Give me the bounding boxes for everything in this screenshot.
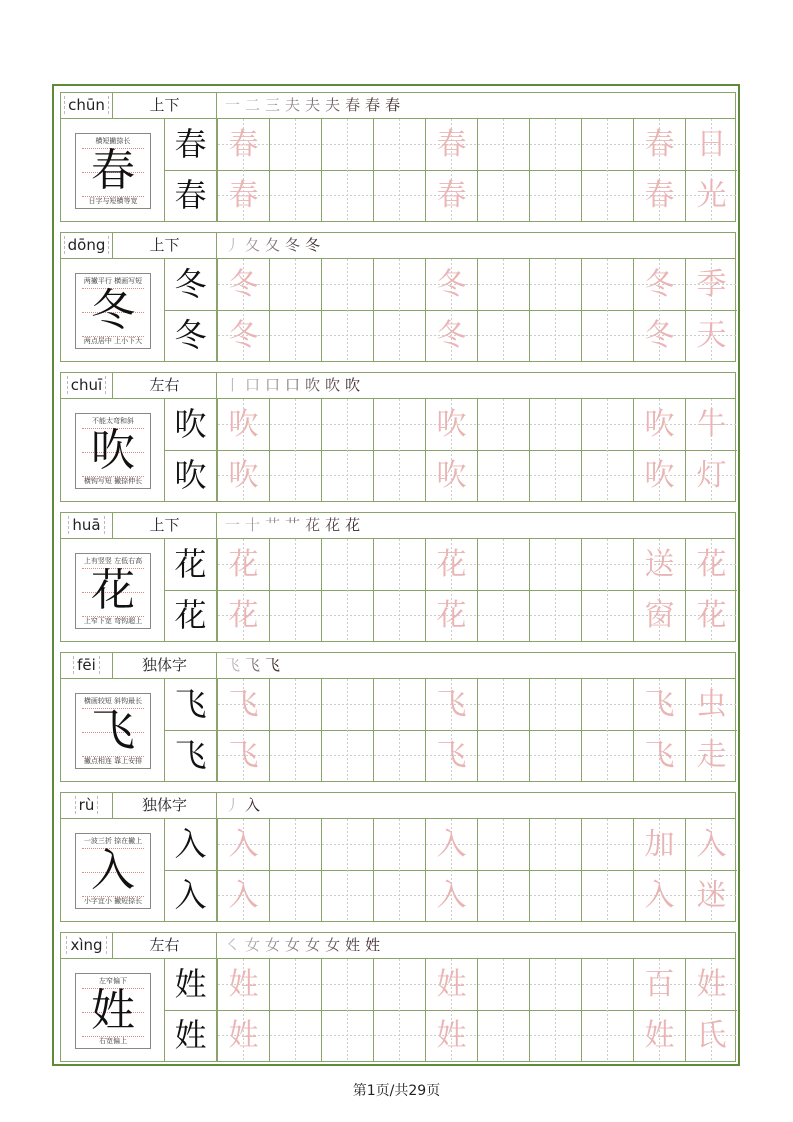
practice-row [217, 1010, 737, 1061]
practice-cell[interactable] [269, 1010, 321, 1061]
practice-cell[interactable] [477, 819, 529, 870]
stroke-step: 夂 [245, 236, 263, 254]
guide-tip-top: 两撇平行 横画写短 [83, 277, 143, 285]
practice-cell[interactable]: 送 [633, 539, 685, 590]
pinyin: chuī [61, 373, 113, 398]
stroke-step: 夫 [305, 96, 323, 114]
practice-cell[interactable] [269, 259, 321, 310]
practice-cell[interactable] [581, 310, 633, 361]
practice-row [217, 539, 737, 590]
pinyin: xìng [61, 933, 113, 958]
practice-cell[interactable]: 季 [685, 259, 737, 310]
model-character: 花 [165, 590, 217, 641]
practice-cell[interactable] [321, 450, 373, 501]
practice-cell[interactable]: 牛 [685, 399, 737, 450]
guide-box [75, 273, 151, 349]
practice-cell[interactable] [581, 399, 633, 450]
practice-row [217, 819, 737, 870]
pinyin: chūn [61, 93, 113, 118]
guide-box [75, 973, 151, 1049]
practice-row [217, 730, 737, 781]
practice-cell[interactable]: 入 [425, 870, 477, 921]
stroke-step: 丿 [225, 796, 243, 814]
model-character: 飞 [165, 679, 217, 730]
guide-box [75, 693, 151, 769]
practice-cell[interactable]: 入 [217, 819, 269, 870]
practice-cell[interactable]: 姓 [633, 1010, 685, 1061]
practice-cell[interactable] [373, 870, 425, 921]
practice-cell[interactable] [321, 310, 373, 361]
practice-cell[interactable] [581, 450, 633, 501]
model-character: 入 [165, 870, 217, 921]
guide-tip-top: 一波三折 捺在撇上 [83, 837, 143, 845]
stroke-step: 吹 [345, 376, 363, 394]
practice-cell[interactable]: 飞 [425, 730, 477, 781]
practice-cell[interactable]: 入 [685, 819, 737, 870]
model-character: 春 [165, 119, 217, 170]
practice-cell[interactable] [269, 539, 321, 590]
stroke-step: 口 [285, 376, 303, 394]
guide-tip-bottom: 日字与短横等宽 [88, 197, 138, 205]
practice-cell[interactable] [321, 590, 373, 641]
practice-cell[interactable]: 氏 [685, 1010, 737, 1061]
practice-cell[interactable] [373, 539, 425, 590]
practice-cell[interactable]: 百 [633, 959, 685, 1010]
guide-tip-bottom: 撇点相连 靠上安排 [83, 757, 143, 765]
block-header [61, 373, 735, 399]
practice-cell[interactable] [477, 170, 529, 221]
practice-cell[interactable] [477, 450, 529, 501]
stroke-step: 春 [385, 96, 403, 114]
character-block [60, 372, 736, 502]
practice-cell[interactable]: 加 [633, 819, 685, 870]
practice-cell[interactable] [581, 170, 633, 221]
guide-tip-bottom: 右宽偏上 [99, 1037, 127, 1045]
practice-cell[interactable] [373, 170, 425, 221]
character-block [60, 512, 736, 642]
practice-cell[interactable] [529, 310, 581, 361]
practice-cell[interactable] [529, 539, 581, 590]
character-block [60, 652, 736, 782]
practice-cell[interactable]: 走 [685, 730, 737, 781]
practice-cell[interactable]: 冬 [633, 259, 685, 310]
practice-cell[interactable] [581, 679, 633, 730]
practice-cell[interactable] [529, 679, 581, 730]
stroke-order [225, 793, 265, 818]
guide-character: 花 [91, 565, 135, 616]
guide-character: 飞 [91, 705, 135, 756]
practice-cell[interactable] [477, 259, 529, 310]
character-block [60, 932, 736, 1062]
practice-cell[interactable] [529, 259, 581, 310]
practice-cell[interactable]: 春 [217, 170, 269, 221]
block-header [61, 653, 735, 679]
practice-cell[interactable]: 春 [425, 119, 477, 170]
block-header [61, 513, 735, 539]
practice-cell[interactable] [269, 730, 321, 781]
practice-cell[interactable]: 花 [217, 539, 269, 590]
practice-cell[interactable]: 姓 [217, 1010, 269, 1061]
character-block [60, 232, 736, 362]
practice-cell[interactable] [581, 259, 633, 310]
practice-cell[interactable] [269, 679, 321, 730]
practice-cell[interactable]: 灯 [685, 450, 737, 501]
stroke-step: 冬 [305, 236, 323, 254]
practice-cell[interactable]: 春 [425, 170, 477, 221]
stroke-order [225, 373, 365, 398]
practice-row [217, 119, 737, 170]
practice-cell[interactable]: 花 [425, 539, 477, 590]
character-block [60, 792, 736, 922]
pinyin: rù [61, 793, 113, 818]
stroke-step: 夫 [325, 96, 343, 114]
character-guide [61, 679, 165, 781]
stroke-step: 夫 [285, 96, 303, 114]
model-character: 吹 [165, 399, 217, 450]
practice-cell[interactable] [373, 399, 425, 450]
practice-cell[interactable]: 飞 [633, 730, 685, 781]
stroke-step: 一 [225, 96, 243, 114]
practice-cell[interactable] [321, 259, 373, 310]
practice-cell[interactable] [581, 590, 633, 641]
guide-character: 入 [91, 845, 135, 896]
model-character: 春 [165, 170, 217, 221]
practice-cell[interactable]: 入 [425, 819, 477, 870]
practice-cell[interactable] [581, 819, 633, 870]
practice-cell[interactable] [269, 819, 321, 870]
practice-cell[interactable]: 花 [425, 590, 477, 641]
practice-cell[interactable] [373, 959, 425, 1010]
stroke-order [225, 653, 285, 678]
practice-cell[interactable] [529, 819, 581, 870]
stroke-step: 春 [365, 96, 383, 114]
practice-cell[interactable] [269, 310, 321, 361]
practice-cell[interactable] [477, 870, 529, 921]
practice-cell[interactable]: 天 [685, 310, 737, 361]
practice-cell[interactable] [529, 870, 581, 921]
structure-label: 独体字 [113, 653, 217, 678]
practice-row [217, 450, 737, 501]
practice-cell[interactable] [269, 590, 321, 641]
guide-tip-top: 上有竖竖 左低右高 [83, 557, 143, 565]
guide-box [75, 133, 151, 209]
practice-cell[interactable]: 姓 [217, 959, 269, 1010]
practice-cell[interactable] [529, 170, 581, 221]
stroke-step: 花 [305, 516, 323, 534]
stroke-step: 艹 [265, 516, 283, 534]
stroke-step: 十 [245, 516, 263, 534]
practice-cell[interactable] [321, 679, 373, 730]
character-guide [61, 819, 165, 921]
practice-row [217, 170, 737, 221]
stroke-step: 丨 [225, 376, 243, 394]
model-character: 入 [165, 819, 217, 870]
practice-cell[interactable] [373, 819, 425, 870]
practice-cell[interactable]: 吹 [633, 450, 685, 501]
practice-row [217, 679, 737, 730]
practice-cell[interactable]: 飞 [217, 730, 269, 781]
practice-cell[interactable] [321, 819, 373, 870]
practice-cell[interactable] [321, 959, 373, 1010]
practice-cell[interactable]: 飞 [633, 679, 685, 730]
stroke-step: 飞 [245, 656, 263, 674]
practice-cell[interactable] [321, 539, 373, 590]
model-character: 花 [165, 539, 217, 590]
pinyin: dōng [61, 233, 113, 258]
practice-cell[interactable]: 虫 [685, 679, 737, 730]
practice-cell[interactable] [581, 539, 633, 590]
practice-cell[interactable] [477, 399, 529, 450]
model-character: 冬 [165, 259, 217, 310]
stroke-step: 花 [345, 516, 363, 534]
practice-row [217, 959, 737, 1010]
practice-row [217, 399, 737, 450]
guide-tip-bottom: 上窄下宽 弯钩超上 [83, 617, 143, 625]
character-guide [61, 959, 165, 1061]
guide-tip-top: 横画较短 斜钩最长 [83, 697, 143, 705]
practice-cell[interactable] [477, 959, 529, 1010]
stroke-step: 女 [305, 936, 323, 954]
practice-cell[interactable]: 飞 [217, 679, 269, 730]
structure-label: 独体字 [113, 793, 217, 818]
model-character: 姓 [165, 959, 217, 1010]
stroke-order [225, 513, 365, 538]
practice-cell[interactable] [269, 119, 321, 170]
practice-cell[interactable] [373, 119, 425, 170]
practice-cell[interactable]: 姓 [425, 1010, 477, 1061]
guide-character: 春 [91, 145, 135, 196]
practice-cell[interactable] [477, 679, 529, 730]
stroke-step: 女 [265, 936, 283, 954]
practice-cell[interactable] [477, 310, 529, 361]
practice-cell[interactable]: 吹 [217, 450, 269, 501]
practice-cell[interactable] [373, 450, 425, 501]
model-character: 吹 [165, 450, 217, 501]
stroke-step: 飞 [265, 656, 283, 674]
practice-cell[interactable] [529, 450, 581, 501]
practice-cell[interactable] [477, 730, 529, 781]
practice-row [217, 259, 737, 310]
practice-cell[interactable]: 日 [685, 119, 737, 170]
stroke-step: 夂 [265, 236, 283, 254]
stroke-step: 艹 [285, 516, 303, 534]
practice-cell[interactable]: 姓 [685, 959, 737, 1010]
guide-character: 吹 [91, 425, 135, 476]
stroke-step: 女 [325, 936, 343, 954]
stroke-step: 飞 [225, 656, 243, 674]
stroke-step: 丿 [225, 236, 243, 254]
stroke-step: ㇛ [225, 936, 243, 954]
practice-cell[interactable] [321, 119, 373, 170]
practice-cell[interactable] [373, 259, 425, 310]
structure-label: 上下 [113, 233, 217, 258]
practice-cell[interactable]: 窗 [633, 590, 685, 641]
practice-cell[interactable] [373, 1010, 425, 1061]
practice-cell[interactable]: 冬 [217, 259, 269, 310]
practice-cell[interactable] [321, 399, 373, 450]
practice-cell[interactable]: 吹 [425, 399, 477, 450]
guide-character: 姓 [91, 985, 135, 1036]
practice-cell[interactable] [269, 959, 321, 1010]
practice-cell[interactable]: 入 [217, 870, 269, 921]
stroke-step: 一 [225, 516, 243, 534]
practice-cell[interactable]: 迷 [685, 870, 737, 921]
block-header [61, 93, 735, 119]
model-character: 飞 [165, 730, 217, 781]
stroke-step: 女 [245, 936, 263, 954]
guide-tip-bottom: 两点居中 上小下大 [83, 337, 143, 345]
practice-cell[interactable] [269, 870, 321, 921]
practice-cell[interactable] [321, 170, 373, 221]
stroke-step: 吹 [305, 376, 323, 394]
practice-cell[interactable]: 冬 [633, 310, 685, 361]
stroke-step: 口 [245, 376, 263, 394]
practice-cell[interactable] [581, 730, 633, 781]
guide-tip-top: 横短撇捺长 [95, 137, 131, 145]
practice-cell[interactable]: 入 [633, 870, 685, 921]
block-header [61, 793, 735, 819]
practice-cell[interactable] [321, 870, 373, 921]
practice-cell[interactable]: 光 [685, 170, 737, 221]
practice-cell[interactable] [269, 450, 321, 501]
stroke-order [225, 93, 405, 118]
model-character: 冬 [165, 310, 217, 361]
practice-cell[interactable]: 花 [217, 590, 269, 641]
practice-cell[interactable]: 春 [633, 170, 685, 221]
guide-tip-top: 不能太弯和斜 [92, 417, 134, 425]
structure-label: 上下 [113, 513, 217, 538]
practice-cell[interactable]: 吹 [425, 450, 477, 501]
practice-cell[interactable] [529, 590, 581, 641]
practice-cell[interactable] [529, 119, 581, 170]
practice-cell[interactable] [477, 590, 529, 641]
practice-cell[interactable] [373, 730, 425, 781]
pinyin: huā [61, 513, 113, 538]
stroke-step: 冬 [285, 236, 303, 254]
practice-cell[interactable] [581, 870, 633, 921]
guide-box [75, 413, 151, 489]
practice-cell[interactable] [373, 310, 425, 361]
character-guide [61, 539, 165, 641]
guide-tip-bottom: 横钩写短 撇捺伸长 [83, 477, 143, 485]
practice-cell[interactable] [477, 1010, 529, 1061]
structure-label: 左右 [113, 933, 217, 958]
practice-cell[interactable] [321, 1010, 373, 1061]
stroke-step: 入 [245, 796, 263, 814]
stroke-step: 花 [325, 516, 343, 534]
practice-cell[interactable] [373, 590, 425, 641]
page-footer: 第1页/共29页 [352, 1083, 441, 1099]
practice-cell[interactable] [581, 959, 633, 1010]
practice-cell[interactable] [269, 399, 321, 450]
character-guide [61, 399, 165, 501]
stroke-step: 女 [285, 936, 303, 954]
stroke-order [225, 233, 325, 258]
guide-box [75, 833, 151, 909]
stroke-step: 三 [265, 96, 283, 114]
character-guide [61, 119, 165, 221]
practice-cell[interactable] [269, 170, 321, 221]
practice-cell[interactable]: 花 [685, 539, 737, 590]
stroke-step: 口 [265, 376, 283, 394]
stroke-step: 春 [345, 96, 363, 114]
block-header [61, 933, 735, 959]
practice-row [217, 590, 737, 641]
practice-cell[interactable] [373, 679, 425, 730]
stroke-step: 姓 [365, 936, 383, 954]
block-header [61, 233, 735, 259]
practice-cell[interactable]: 冬 [425, 310, 477, 361]
structure-label: 左右 [113, 373, 217, 398]
practice-cell[interactable]: 飞 [425, 679, 477, 730]
practice-cell[interactable]: 吹 [633, 399, 685, 450]
stroke-step: 姓 [345, 936, 363, 954]
practice-cell[interactable]: 冬 [425, 259, 477, 310]
practice-cell[interactable] [581, 1010, 633, 1061]
practice-cell[interactable]: 姓 [425, 959, 477, 1010]
practice-cell[interactable]: 春 [217, 119, 269, 170]
practice-cell[interactable]: 吹 [217, 399, 269, 450]
practice-cell[interactable] [581, 119, 633, 170]
character-block [60, 92, 736, 222]
guide-tip-top: 左窄偏下 [99, 977, 127, 985]
model-character: 姓 [165, 1010, 217, 1061]
practice-cell[interactable] [529, 959, 581, 1010]
stroke-order [225, 933, 385, 958]
practice-row [217, 870, 737, 921]
practice-cell[interactable] [321, 730, 373, 781]
character-guide [61, 259, 165, 361]
practice-cell[interactable]: 春 [633, 119, 685, 170]
pinyin: fēi [61, 653, 113, 678]
practice-cell[interactable] [529, 730, 581, 781]
guide-box [75, 553, 151, 629]
practice-cell[interactable] [529, 1010, 581, 1061]
stroke-step: 吹 [325, 376, 343, 394]
practice-cell[interactable] [529, 399, 581, 450]
practice-cell[interactable] [477, 539, 529, 590]
structure-label: 上下 [113, 93, 217, 118]
guide-character: 冬 [91, 285, 135, 336]
practice-cell[interactable] [477, 119, 529, 170]
guide-tip-bottom: 小字宜小 撇短捺长 [83, 897, 143, 905]
stroke-step: 二 [245, 96, 263, 114]
practice-row [217, 310, 737, 361]
practice-cell[interactable]: 冬 [217, 310, 269, 361]
practice-cell[interactable]: 花 [685, 590, 737, 641]
